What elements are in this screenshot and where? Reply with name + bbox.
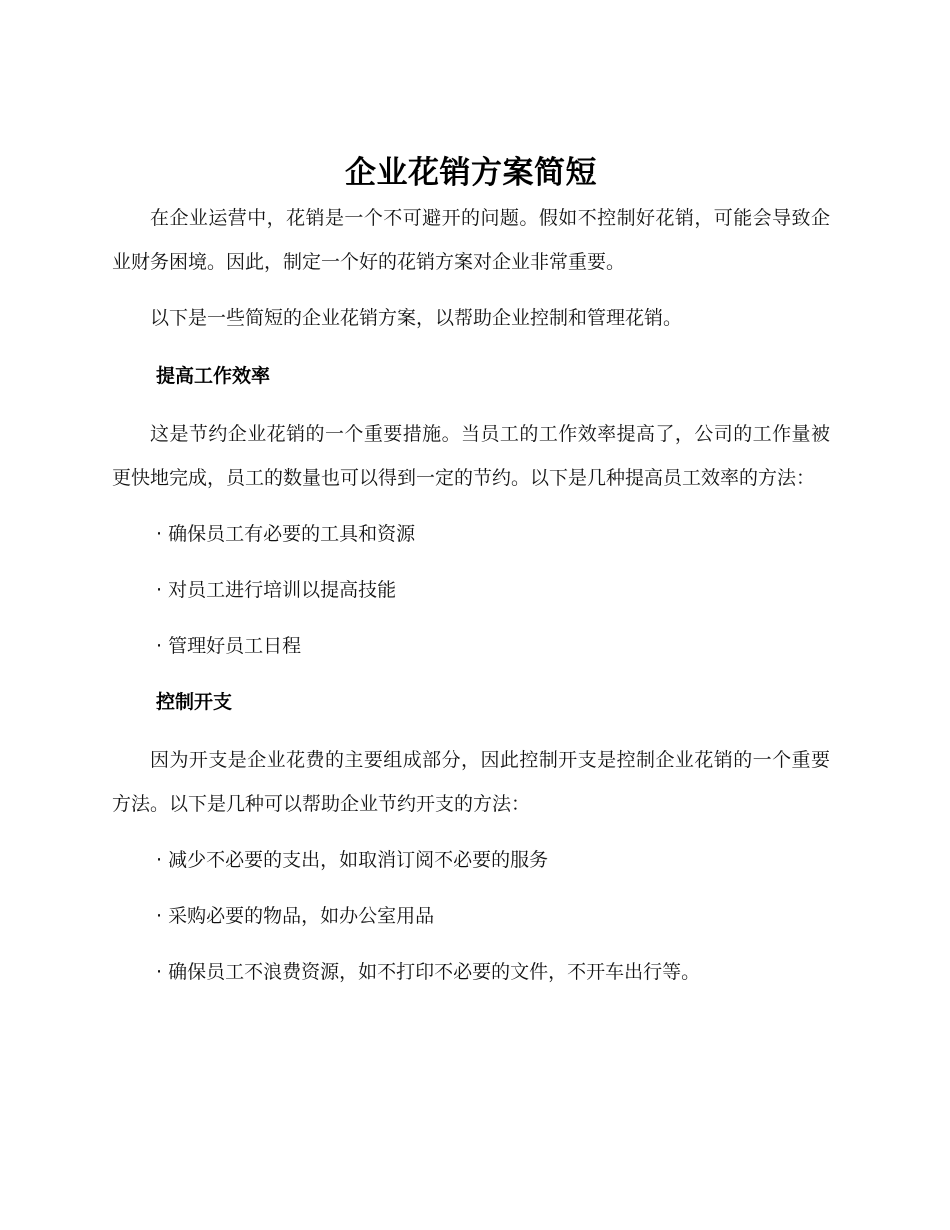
spacer [112,500,830,512]
list-item: · 管理好员工日程 [156,635,302,657]
intro-paragraph-1: 在企业运营中，花销是一个不可避开的问题。假如不控制好花销，可能会导致企业财务困境。因此，制定一个好的花销方案对企业非常重要。 [112,207,830,273]
spacer [112,724,830,738]
spacer [112,938,830,950]
list-item: · 采购必要的物品，如办公室用品 [156,905,435,927]
section-heading-efficiency: 提高工作效率 [156,365,271,387]
list-item: · 对员工进行培训以提高技能 [156,579,397,601]
section-heading-expenses: 控制开支 [156,691,233,713]
section-body-efficiency: 这是节约企业花销的一个重要措施。当员工的工作效率提高了，公司的工作量被更快地完成，员工的数量也可以得到一定的节约。以下是几种提高员工效率的方法： [112,423,830,489]
spacer [112,340,830,354]
document-title: 企业花销方案简短 [345,155,597,191]
section-body-expenses: 因为开支是企业花费的主要组成部分，因此控制开支是控制企业花销的一个重要方法。以下是几种可以帮助企业节约开支的方法： [112,749,830,815]
spacer [112,882,830,894]
spacer [112,668,830,680]
list-item: · 确保员工不浪费资源，如不打印不必要的文件，不开车出行等。 [156,961,701,983]
spacer [112,284,830,296]
intro-paragraph-2: 以下是一些简短的企业花销方案，以帮助企业控制和管理花销。 [150,307,683,329]
list-item: · 减少不必要的支出，如取消订阅不必要的服务 [156,849,549,871]
spacer [112,612,830,624]
spacer [112,556,830,568]
list-item: · 确保员工有必要的工具和资源 [156,523,416,545]
document-page [112,150,830,994]
spacer [112,398,830,412]
spacer [112,826,830,838]
